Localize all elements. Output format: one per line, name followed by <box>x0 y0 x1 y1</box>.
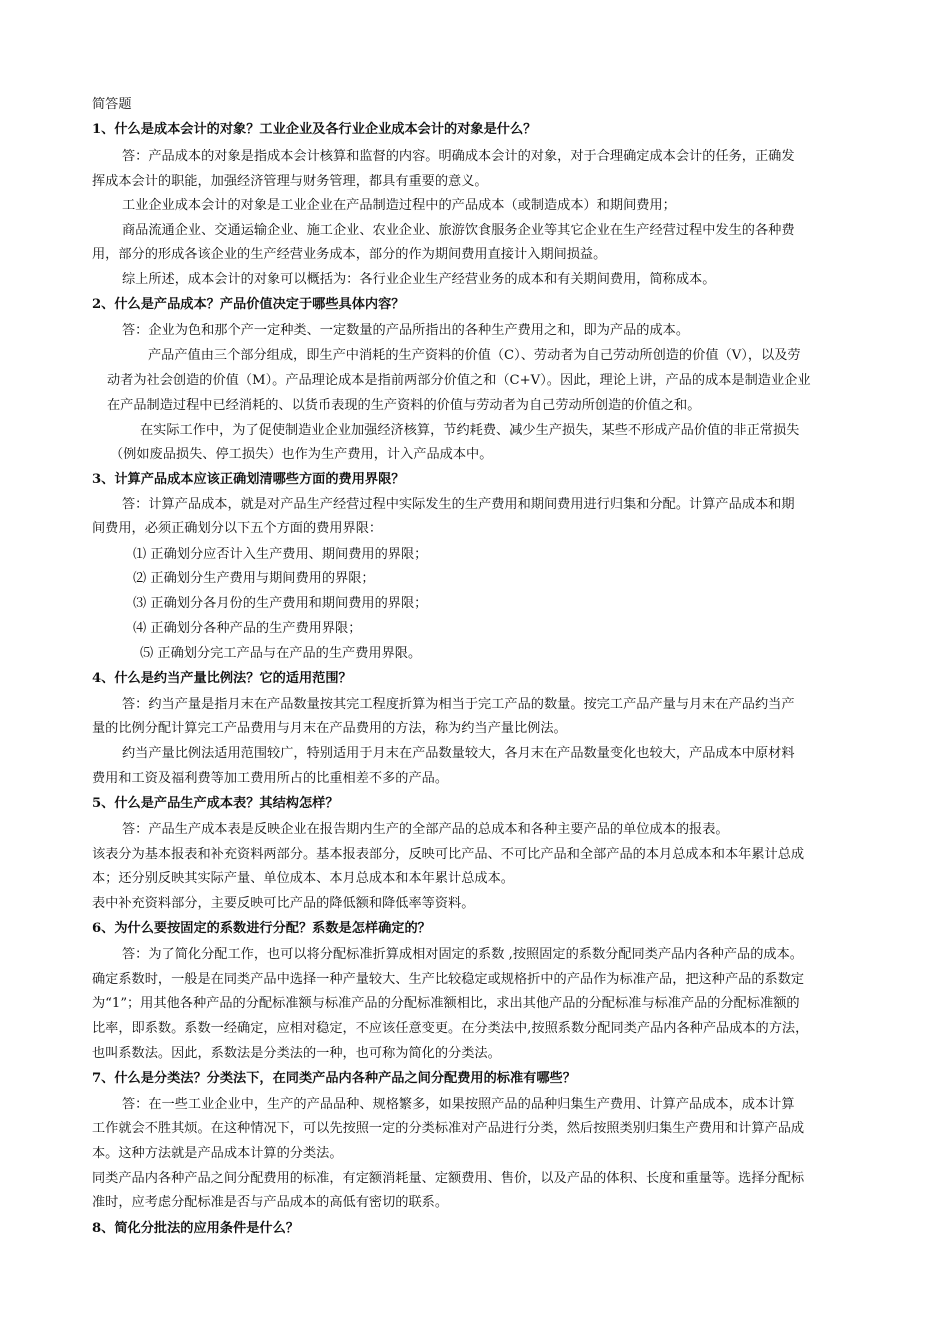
answer-1-paragraph-1-line-2: 挥成本会计的职能，加强经济管理与财务管理，都具有重要的意义。 <box>92 174 488 189</box>
question-8: 8、简化分批法的应用条件是什么？ <box>92 1221 299 1236</box>
answer-5-paragraph-2-line-2: 本；还分别反映其实际产量、单位成本、本月总成本和本年累计总成本。 <box>92 871 514 886</box>
answer-5-paragraph-2-line-1: 该表分为基本报表和补充资料两部分。基本报表部分，反映可比产品、不可比产品和全部产品的本月总成本和本年累计总成 <box>92 847 805 862</box>
section-title: 简答题 <box>92 97 132 112</box>
answer-3-paragraph-1-line-2: 间费用，必须正确划分以下五个方面的费用界限： <box>92 521 383 536</box>
answer-6-line-2: 确定系数时，一般是在同类产品中选择一种产量较大、生产比较稳定或规格折中的产品作为标准产品，把这种产品的系数定 <box>92 972 805 987</box>
answer-2-paragraph-1: 答：企业为色和那个产一定种类、一定数量的产品所指出的各种生产费用之和，即为产品的成本。 <box>122 323 690 338</box>
answer-4-paragraph-2-line-2: 费用和工资及福利费等加工费用所占的比重相差不多的产品。 <box>92 771 449 786</box>
answer-5-paragraph-3: 表中补充资料部分，主要反映可比产品的降低额和降低率等资料。 <box>92 896 475 911</box>
answer-7-paragraph-1-line-2: 工作就会不胜其烦。在这种情况下，可以先按照一定的分类标准对产品进行分类，然后按照类别归集生产费用和计算产品成 <box>92 1121 805 1136</box>
answer-1-paragraph-3-line-1: 商品流通企业、交通运输企业、施工企业、农业企业、旅游饮食服务企业等其它企业在生产经营过程中发生的各种费 <box>122 223 795 238</box>
answer-7-paragraph-1-line-3: 本。这种方法就是产品成本计算的分类法。 <box>92 1146 343 1161</box>
answer-2-paragraph-3-line-2: （例如废品损失、停工损失）也作为生产费用，计入产品成本中。 <box>110 447 493 462</box>
answer-2-paragraph-2-line-1: 产品产值由三个部分组成，即生产中消耗的生产资料的价值（C）、劳动者为自己劳动所创造的价值（V），以及劳 <box>148 348 801 363</box>
answer-3-list-item-5: ⑸ 正确划分完工产品与在产品的生产费用界限。 <box>140 646 422 661</box>
question-5: 5、什么是产品生产成本表？其结构怎样？ <box>92 796 339 811</box>
answer-6-line-5: 也叫系数法。因此，系数法是分类法的一种，也可称为简化的分类法。 <box>92 1046 501 1061</box>
answer-2-paragraph-3-line-1: 在实际工作中，为了促使制造业企业加强经济核算，节约耗费、减少生产损失，某些不形成产品价值的非正常损失 <box>140 423 800 438</box>
question-3: 3、计算产品成本应该正确划清哪些方面的费用界限？ <box>92 472 405 487</box>
answer-5-paragraph-1: 答：产品生产成本表是反映企业在报告期内生产的全部产品的总成本和各种主要产品的单位成本的报表。 <box>122 822 729 837</box>
answer-1-paragraph-3-line-2: 用，部分的形成各该企业的生产经营业务成本，部分的作为期间费用直接计入期间损益。 <box>92 247 607 262</box>
answer-6-line-4: 比率，即系数。系数一经确定，应相对稳定，不应该任意变更。在分类法中,按照系数分配同类产品内各种产品成本的方法， <box>92 1021 809 1036</box>
answer-3-list-item-2: ⑵ 正确划分生产费用与期间费用的界限； <box>133 571 375 586</box>
answer-2-paragraph-2-line-3: 在产品制造过程中已经消耗的、以货币表现的生产资料的价值与劳动者为自己劳动所创造的价值之和。 <box>107 398 701 413</box>
question-6: 6、为什么要按固定的系数进行分配？系数是怎样确定的？ <box>92 921 431 936</box>
answer-4-paragraph-2-line-1: 约当产量比例法适用范围较广，特别适用于月末在产品数量较大，各月末在产品数量变化也较大，产品成本中原材料 <box>122 746 795 761</box>
answer-7-paragraph-2-line-2: 准时，应考虑分配标准是否与产品成本的高低有密切的联系。 <box>92 1195 449 1210</box>
question-1: 1、什么是成本会计的对象？工业企业及各行业企业成本会计的对象是什么？ <box>92 122 537 137</box>
question-2: 2、什么是产品成本？产品价值决定于哪些具体内容？ <box>92 297 405 312</box>
answer-4-paragraph-1-line-1: 答：约当产量是指月末在产品数量按其完工程度折算为相当于完工产品的数量。按完工产品产量与月末在产品约当产 <box>122 697 795 712</box>
answer-4-paragraph-1-line-2: 量的比例分配计算完工产品费用与月末在产品费用的方法，称为约当产量比例法。 <box>92 721 567 736</box>
answer-3-paragraph-1-line-1: 答：计算产品成本，就是对产品生产经营过程中实际发生的生产费用和期间费用进行归集和分配。计算产品成本和期 <box>122 497 795 512</box>
question-7: 7、什么是分类法？分类法下，在同类产品内各种产品之间分配费用的标准有哪些？ <box>92 1071 576 1086</box>
answer-3-list-item-4: ⑷ 正确划分各种产品的生产费用界限； <box>133 621 362 636</box>
answer-1-paragraph-4: 综上所述，成本会计的对象可以概括为：各行业企业生产经营业务的成本和有关期间费用，简称成本。 <box>122 272 716 287</box>
answer-6-line-3: 为“1”；用其他各种产品的分配标准额与标准产品的分配标准额相比，求出其他产品的分配标准与标准产品的分配标准额的 <box>92 996 800 1011</box>
answer-3-list-item-1: ⑴ 正确划分应否计入生产费用、期间费用的界限； <box>133 547 428 562</box>
answer-1-paragraph-1-line-1: 答：产品成本的对象是指成本会计核算和监督的内容。明确成本会计的对象，对于合理确定成本会计的任务，正确发 <box>122 149 795 164</box>
answer-2-paragraph-2-line-2: 动者为社会创造的价值（M）。产品理论成本是指前两部分价值之和（C+V）。因此，理论上讲，产品的成本是制造业企业 <box>107 373 811 388</box>
answer-6-line-1: 答：为了简化分配工作，也可以将分配标准折算成相对固定的系数 ,按照固定的系数分配同类产品内各种产品的成本。 <box>122 947 803 962</box>
answer-1-paragraph-2: 工业企业成本会计的对象是工业企业在产品制造过程中的产品成本（或制造成本）和期间费用； <box>122 198 676 213</box>
question-4: 4、什么是约当产量比例法？它的适用范围？ <box>92 671 352 686</box>
answer-7-paragraph-1-line-1: 答：在一些工业企业中，生产的产品品种、规格繁多，如果按照产品的品种归集生产费用、计算产品成本，成本计算 <box>122 1097 795 1112</box>
answer-7-paragraph-2-line-1: 同类产品内各种产品之间分配费用的标准，有定额消耗量、定额费用、售价，以及产品的体积、长度和重量等。选择分配标 <box>92 1171 805 1186</box>
answer-3-list-item-3: ⑶ 正确划分各月份的生产费用和期间费用的界限； <box>133 596 428 611</box>
